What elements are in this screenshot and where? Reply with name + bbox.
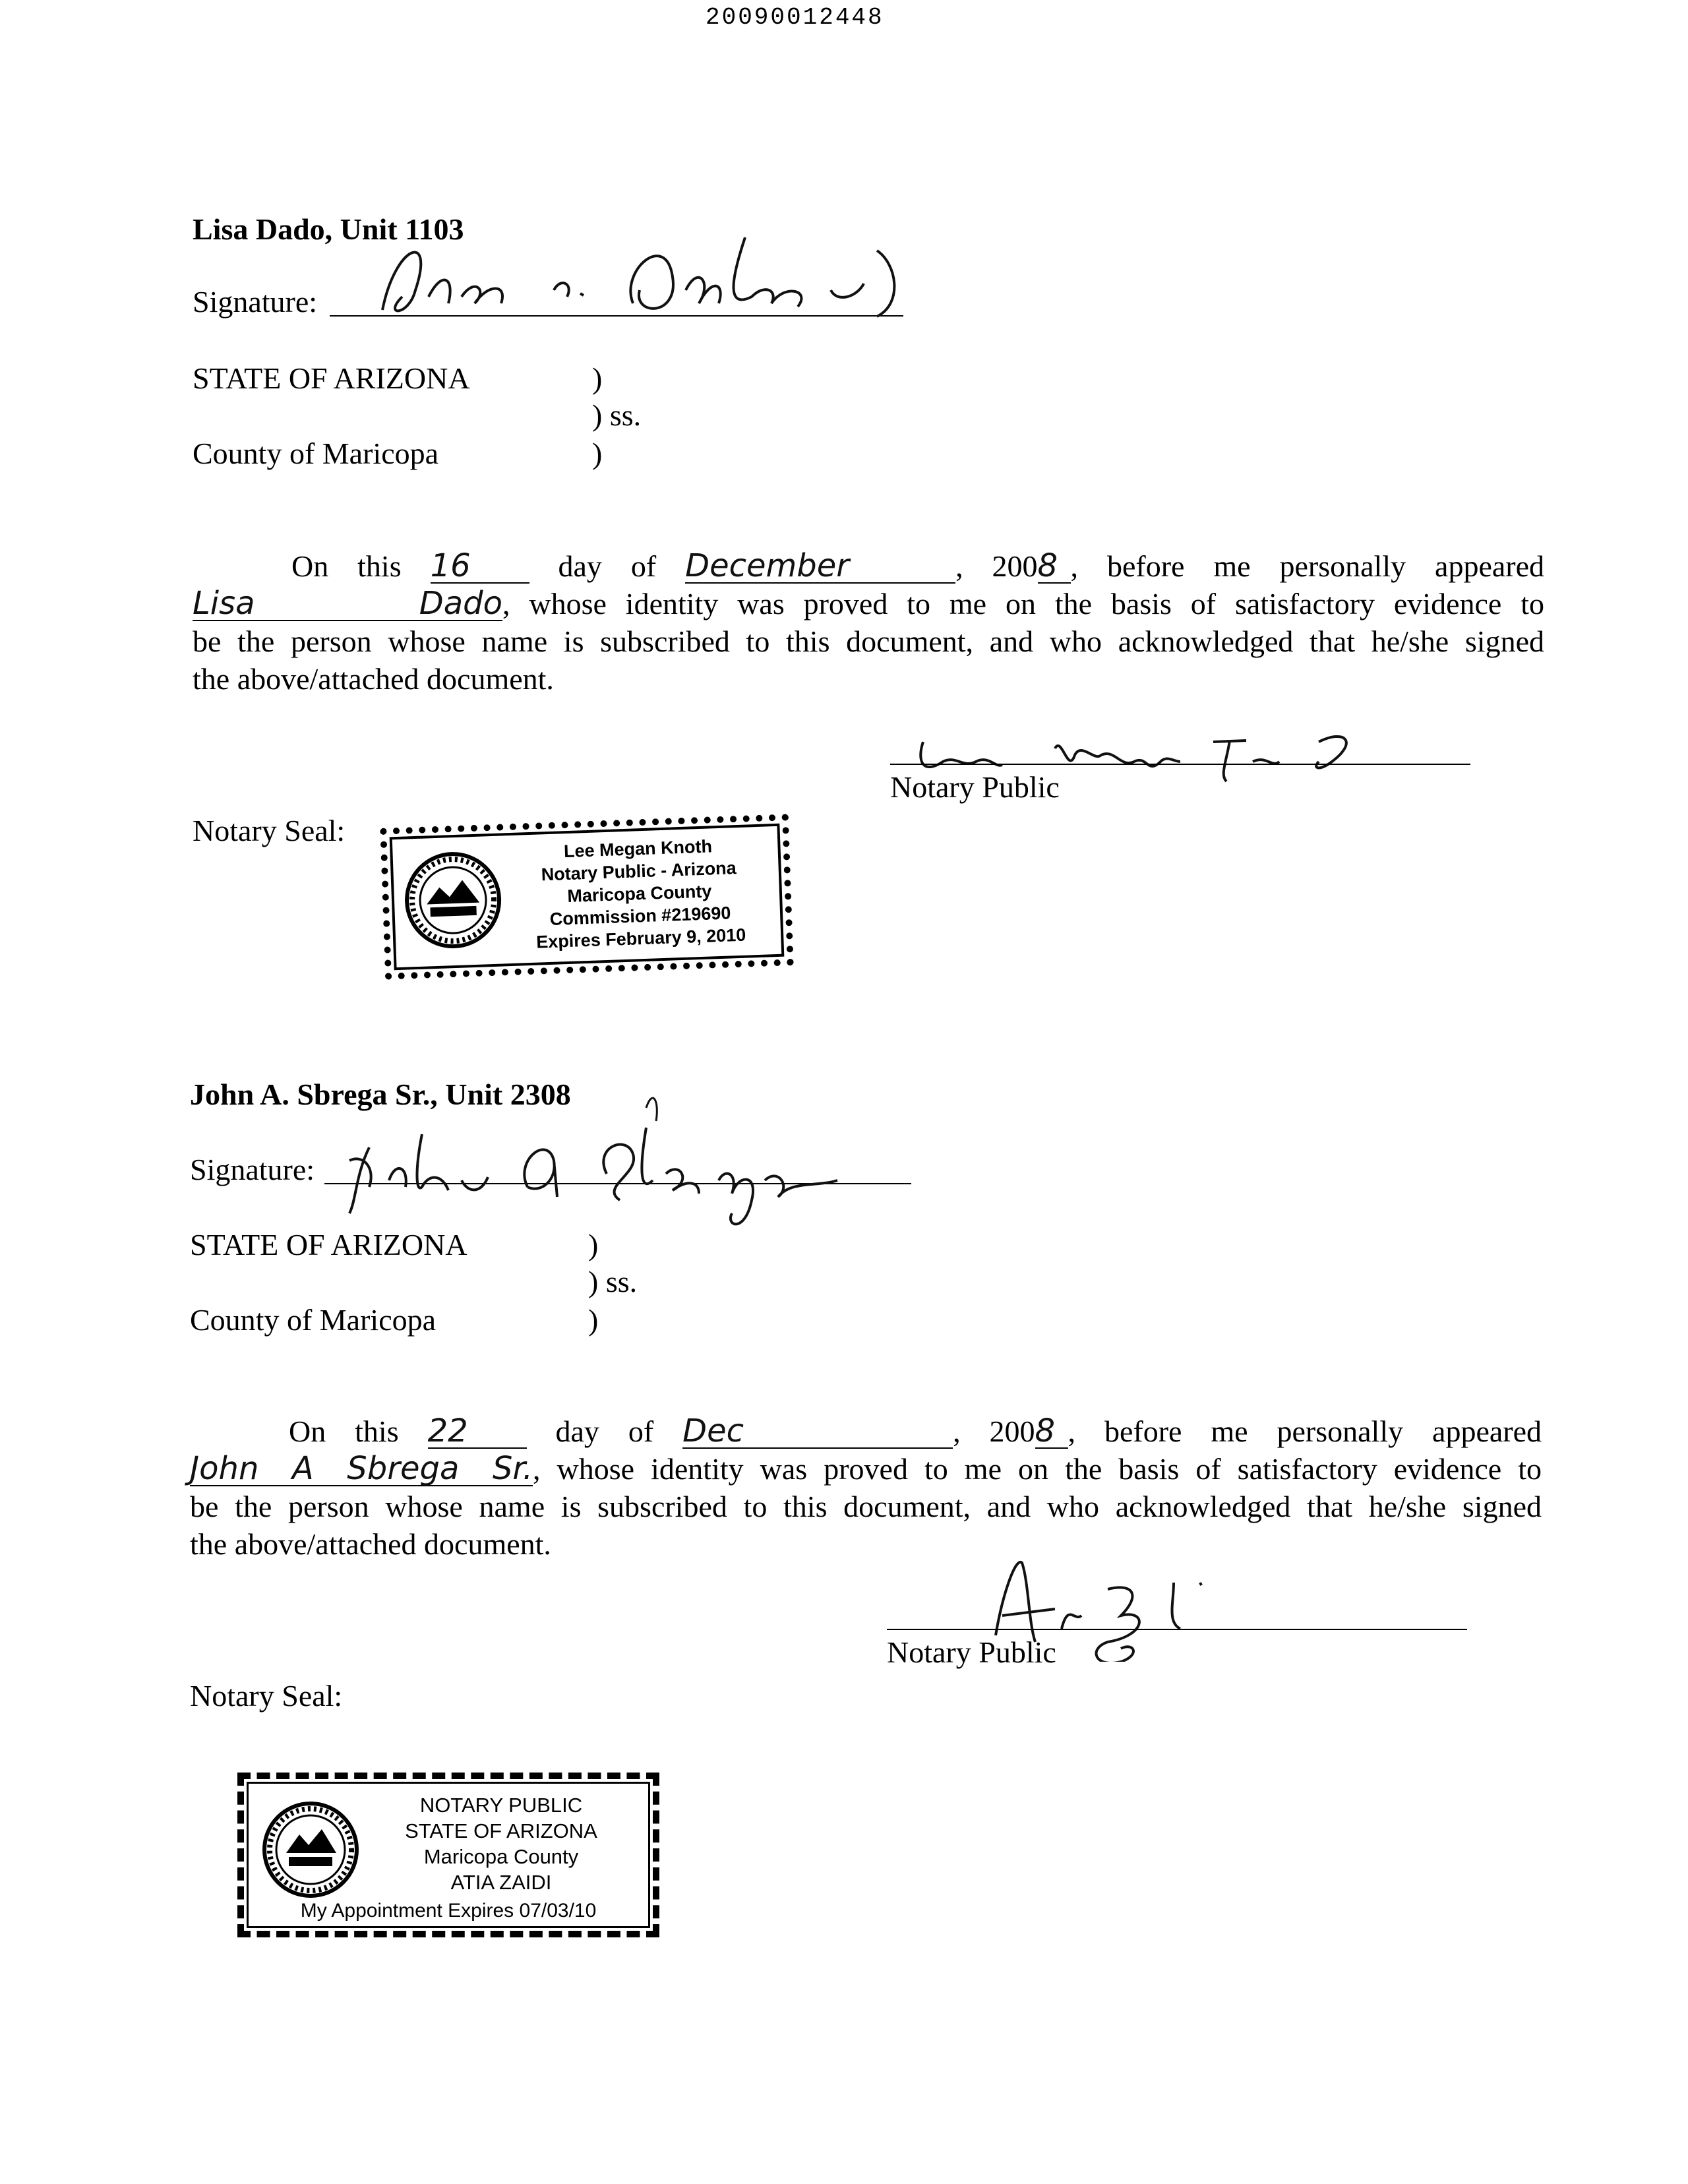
stamp1-line2: Notary Public - Arizona	[541, 858, 737, 885]
ss-label-2: ) ss.	[588, 1265, 638, 1298]
signer-heading-1: Lisa Dado, Unit 1103	[193, 212, 464, 246]
document-id: 20090012448	[706, 4, 884, 31]
stamp2-line3: Maricopa County	[423, 1845, 579, 1868]
signature-label-1: Signature:	[193, 285, 318, 318]
before-me-text-1: , before me personally appeared	[1070, 549, 1545, 583]
stamp1-line3: Maricopa County	[566, 881, 712, 907]
stamp2-line4: ATIA ZAIDI	[450, 1871, 552, 1894]
ack-line4-1: the above/attached document.	[193, 662, 554, 696]
stamp1-line4: Commission #219690	[549, 903, 731, 929]
acknowledgment-paragraph-2	[190, 1412, 1542, 1563]
notary-signature-line-2	[887, 1629, 1467, 1630]
signature-label-2: Signature:	[190, 1153, 315, 1186]
ack-line3-1: be the person whose name is subscribed to this document, and who acknowledged that he/she signed	[193, 624, 1544, 658]
day-of-text-1: day of	[558, 549, 657, 583]
notary-signature-line-1	[890, 764, 1470, 765]
whose-identity-text-2: , whose identity was proved to me on the basis of satisfactory evidence to	[533, 1452, 1542, 1486]
year-prefix-1: , 200	[955, 549, 1038, 583]
county-label-2: County of Maricopa	[190, 1303, 437, 1337]
stamp1-line1: Lee Megan Knoth	[563, 836, 713, 862]
day-value-1: 16	[430, 547, 471, 584]
notary-stamp-2	[237, 1773, 659, 1937]
paren-bottom-2: )	[588, 1303, 599, 1337]
paren-top-1: )	[592, 361, 603, 395]
ss-label-1: ) ss.	[592, 398, 642, 432]
stamp1-line5: Expires February 9, 2010	[535, 925, 746, 952]
ack-line3-2: be the person whose name is subscribed to this document, and who acknowledged that he/she signed	[190, 1490, 1542, 1523]
paren-top-2: )	[588, 1228, 599, 1261]
person-value-1: Lisa Dado	[193, 585, 502, 622]
year-digit-2: 8	[1035, 1412, 1056, 1449]
notary-seal-label-1: Notary Seal:	[193, 814, 346, 847]
whose-identity-text-1: , whose identity was proved to me on the basis of satisfactory evidence to	[502, 587, 1544, 621]
county-label-1: County of Maricopa	[193, 437, 439, 470]
month-value-1: December	[685, 547, 850, 584]
on-this-text-2: On this	[289, 1414, 399, 1448]
on-this-text-1: On this	[291, 549, 402, 583]
acknowledgment-paragraph-1	[193, 547, 1544, 698]
day-value-2: 22	[427, 1412, 468, 1449]
year-prefix-2: , 200	[953, 1414, 1035, 1448]
handwritten-signature-john-sbrega	[330, 1081, 923, 1233]
arizona-state-seal-2	[261, 1800, 360, 1899]
state-label-1: STATE OF ARIZONA	[193, 361, 470, 395]
person-value-2: John A Sbrega Sr.	[190, 1450, 533, 1487]
signer-heading-2: John A. Sbrega Sr., Unit 2308	[190, 1077, 571, 1111]
before-me-text-2: , before me personally appeared	[1068, 1414, 1542, 1448]
stamp2-line5: My Appointment Expires 07/03/10	[300, 1900, 597, 1922]
stamp2-line2: STATE OF ARIZONA	[405, 1819, 597, 1842]
notary-stamp-1	[380, 814, 794, 979]
year-digit-1: 8	[1037, 547, 1058, 584]
paren-bottom-1: )	[592, 437, 603, 470]
notary-seal-label-2: Notary Seal:	[190, 1679, 343, 1713]
day-of-text-2: day of	[555, 1414, 654, 1448]
month-value-2: Dec	[682, 1412, 744, 1449]
notary-public-label-2: Notary Public	[887, 1635, 1056, 1669]
ack-line4-2: the above/attached document.	[190, 1527, 551, 1561]
stamp2-line1: NOTARY PUBLIC	[419, 1794, 583, 1817]
arizona-state-seal-1	[402, 849, 504, 952]
state-label-2: STATE OF ARIZONA	[190, 1228, 467, 1261]
handwritten-signature-lisa-dado	[356, 218, 950, 336]
notary-public-label-1: Notary Public	[890, 770, 1060, 804]
